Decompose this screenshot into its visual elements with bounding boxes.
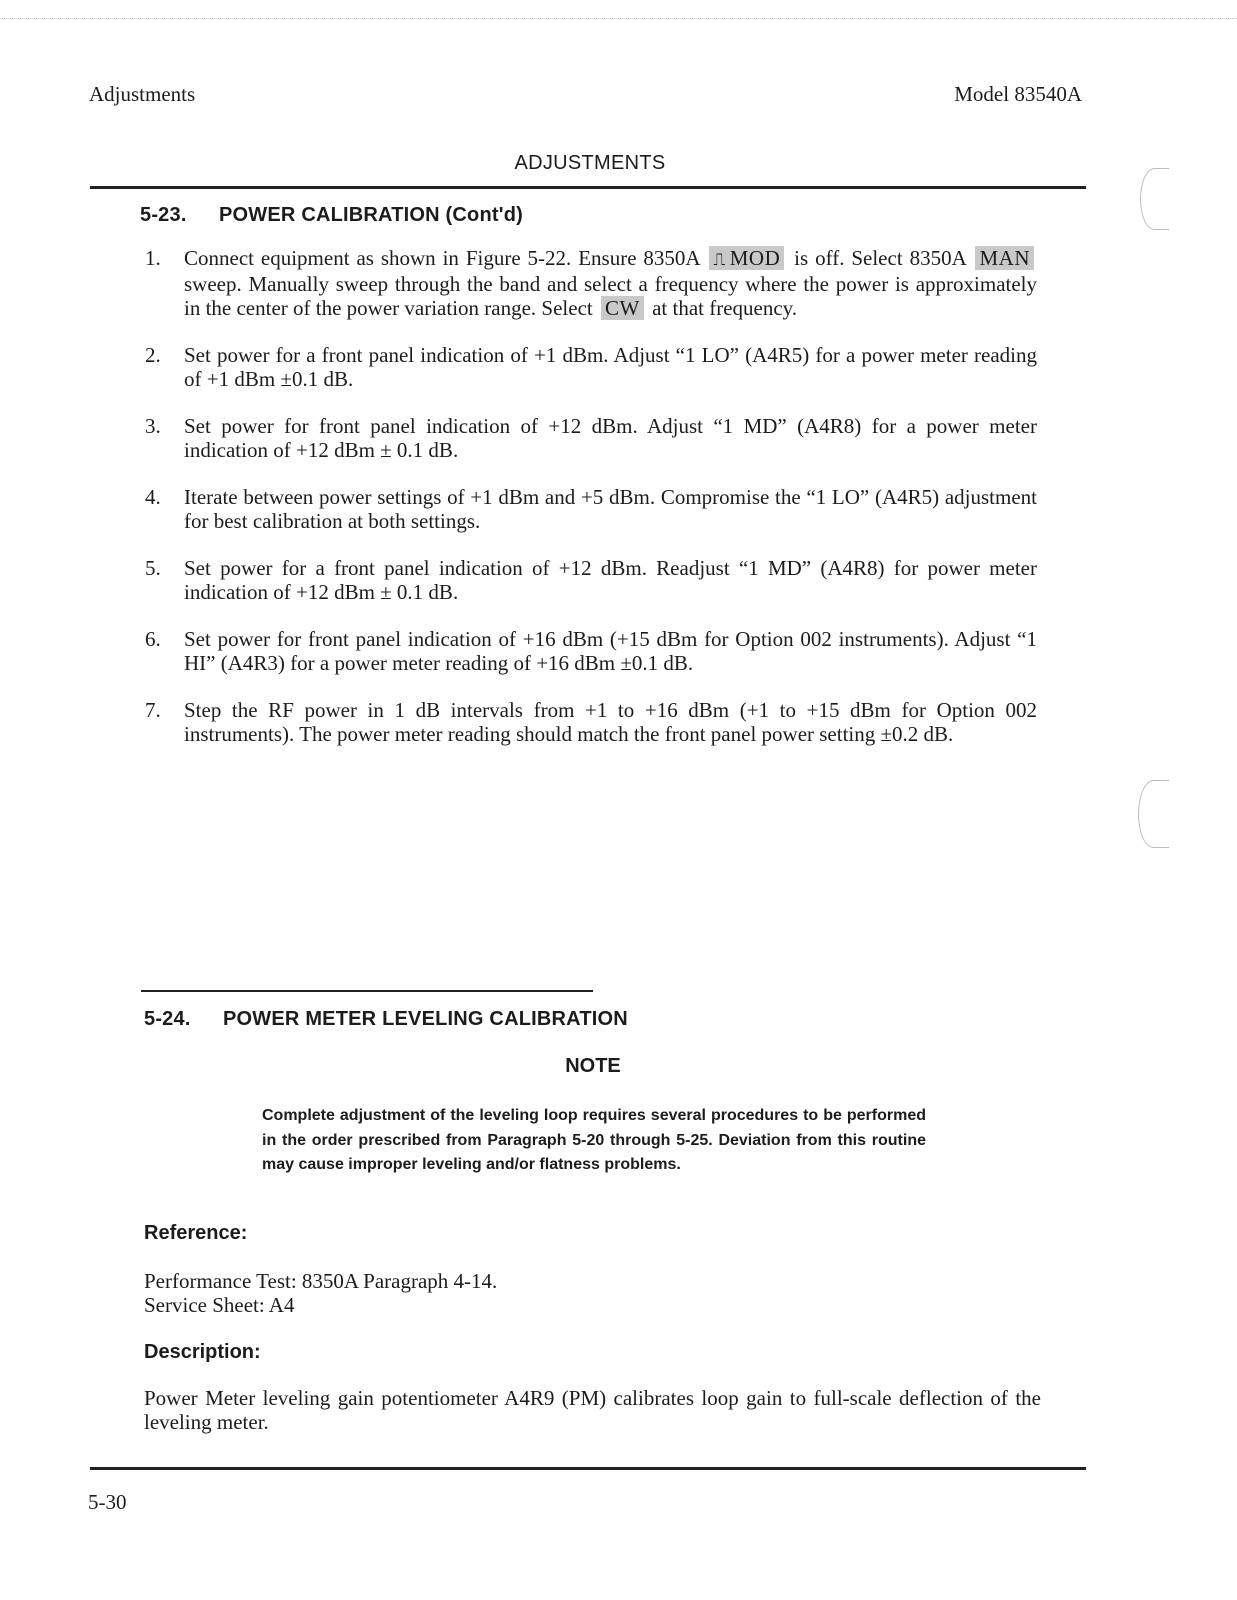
step-item xyxy=(145,698,1037,746)
step-text-part: is off. Select 8350A xyxy=(794,246,966,270)
step-item xyxy=(145,414,1037,462)
step-text: Set power for a front panel indication of +1 dBm. Adjust “1 LO” (A4R5) for a power meter reading of +1 dBm ±0.1 dB. xyxy=(184,343,1037,391)
key-man: MAN xyxy=(975,246,1034,270)
key-label: MOD xyxy=(729,246,781,270)
page-number: 5-30 xyxy=(88,1490,127,1514)
description-text: Power Meter leveling gain potentiometer A4R9 (PM) calibrates loop gain to full-scale deflection of the leveling meter. xyxy=(144,1386,1041,1434)
step-text: Set power for a front panel indication of +12 dBm. Readjust “1 MD” (A4R8) for power meter indication of +12 dBm ± 0.1 dB. xyxy=(184,556,1037,604)
heading-5-23 xyxy=(140,204,523,227)
note-title: NOTE xyxy=(565,1055,621,1077)
description-heading: Description: xyxy=(144,1341,261,1363)
step-text: Iterate between power settings of +1 dBm and +5 dBm. Compromise the “1 LO” (A4R5) adjustment for best calibration at both settings. xyxy=(184,485,1037,533)
step-number: 6. xyxy=(145,627,161,651)
heading-number: 5-24. xyxy=(144,1008,191,1030)
heading-title: POWER CALIBRATION (Cont'd) xyxy=(219,204,523,226)
step-text xyxy=(184,246,1037,320)
step-text-part: sweep. Manually sweep through the band and select a frequency where the power is approximately in the center of the power variation range. Select xyxy=(184,272,1037,320)
binder-hole-mark xyxy=(1138,780,1169,848)
step-number: 3. xyxy=(145,414,161,438)
step-item xyxy=(145,343,1037,391)
reference-line: Performance Test: 8350A Paragraph 4-14. xyxy=(144,1269,498,1293)
scan-artifact-line xyxy=(0,18,1237,20)
step-text: Set power for front panel indication of +12 dBm. Adjust “1 MD” (A4R8) for a power meter indication of +12 dBm ± 0.1 dB. xyxy=(184,414,1037,462)
pulse-icon: ⎍ xyxy=(713,250,726,270)
header-rule xyxy=(90,186,1086,189)
step-item xyxy=(145,485,1037,533)
step-text: Step the RF power in 1 dB intervals from +1 to +16 dBm (+1 to +15 dBm for Option 002 instruments). The power meter reading should match the front panel power setting ±0.2 dB. xyxy=(184,698,1037,746)
running-header-left: Adjustments xyxy=(89,82,196,106)
key-mod xyxy=(709,246,784,270)
heading-title: POWER METER LEVELING CALIBRATION xyxy=(223,1008,628,1030)
step-number: 5. xyxy=(145,556,161,580)
binder-hole-mark xyxy=(1140,168,1169,230)
footer-rule xyxy=(90,1467,1086,1470)
note-body: Complete adjustment of the leveling loop requires several procedures to be performed in the order prescribed from Paragraph 5-20 through 5-25. Deviation from this routine may cause improper leveling and/or flatness problems. xyxy=(262,1107,926,1173)
step-item xyxy=(145,246,1037,320)
step-item xyxy=(145,627,1037,675)
procedure-steps xyxy=(145,246,1037,769)
step-text-part: at that frequency. xyxy=(652,296,798,320)
step-number: 2. xyxy=(145,343,161,367)
running-header-right: Model 83540A xyxy=(954,82,1082,106)
section-title: ADJUSTMENTS xyxy=(514,152,666,174)
reference-list xyxy=(144,1269,497,1317)
section-rule xyxy=(141,990,593,992)
step-number: 7. xyxy=(145,698,161,722)
heading-5-24 xyxy=(144,1008,628,1031)
step-text: Set power for front panel indication of +16 dBm (+15 dBm for Option 002 instruments). Adjust “1 HI” (A4R3) for a power meter reading of +16 dBm ±0.1 dB. xyxy=(184,627,1037,675)
heading-number: 5-23. xyxy=(140,204,187,226)
step-text-part: Connect equipment as shown in Figure 5-22. Ensure 8350A xyxy=(184,246,700,270)
step-item xyxy=(145,556,1037,604)
key-cw: CW xyxy=(601,296,644,320)
reference-heading: Reference: xyxy=(144,1222,248,1244)
step-number: 1. xyxy=(145,246,161,270)
step-number: 4. xyxy=(145,485,161,509)
reference-line: Service Sheet: A4 xyxy=(144,1293,295,1317)
